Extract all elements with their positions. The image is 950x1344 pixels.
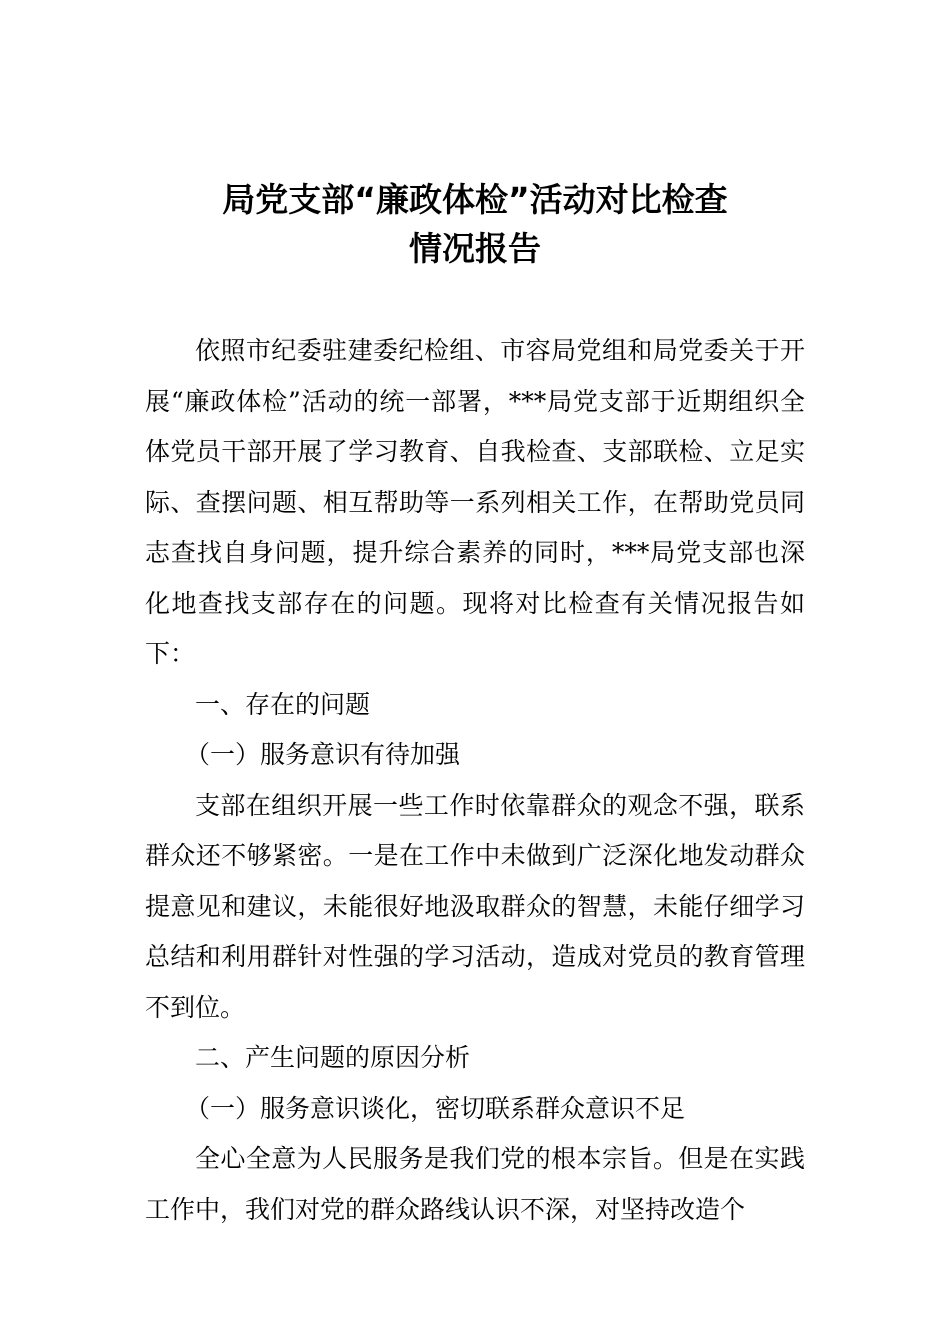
subsection-heading-awareness: （一）服务意识谈化，密切联系群众意识不足	[185, 1093, 686, 1123]
section-heading-problems: 一、存在的问题	[195, 689, 371, 719]
document-title-line-2: 情况报告	[409, 229, 541, 268]
section-heading-causes: 二、产生问题的原因分析	[195, 1043, 471, 1072]
intro-paragraph: 依照市纪委驻建委纪检组、市容局党组和局党委关于开展“廉政体检”活动的统一部署，***局党支部于近期组织全体党员干部开展了学习教育、自我检查、支部联检、立足实际、查摆问题、相互帮助等一系列相关工作，在帮助党员同志查找自身问题，提升综合素养的同时，***局党支部也深化地查找支部存在的问题。现将对比检查有关情况报告如下：	[145, 336, 805, 668]
document-title-line-1: 局党支部“廉政体检”活动对比检查	[222, 180, 728, 219]
problem-paragraph: 支部在组织开展一些工作时依靠群众的观念不强，联系群众还不够紧密。一是在工作中未做到广泛深化地发动群众提意见和建议，未能很好地汲取群众的智慧，未能仔细学习总结和利用群针对性强的学习活动，造成对党员的教育管理不到位。	[145, 790, 805, 1022]
subsection-heading-service: （一）服务意识有待加强	[185, 740, 461, 769]
document-body	[145, 326, 805, 1235]
cause-paragraph: 全心全意为人民服务是我们党的根本宗旨。但是在实践工作中，我们对党的群众路线认识不深，对坚持改造个	[145, 1144, 805, 1224]
